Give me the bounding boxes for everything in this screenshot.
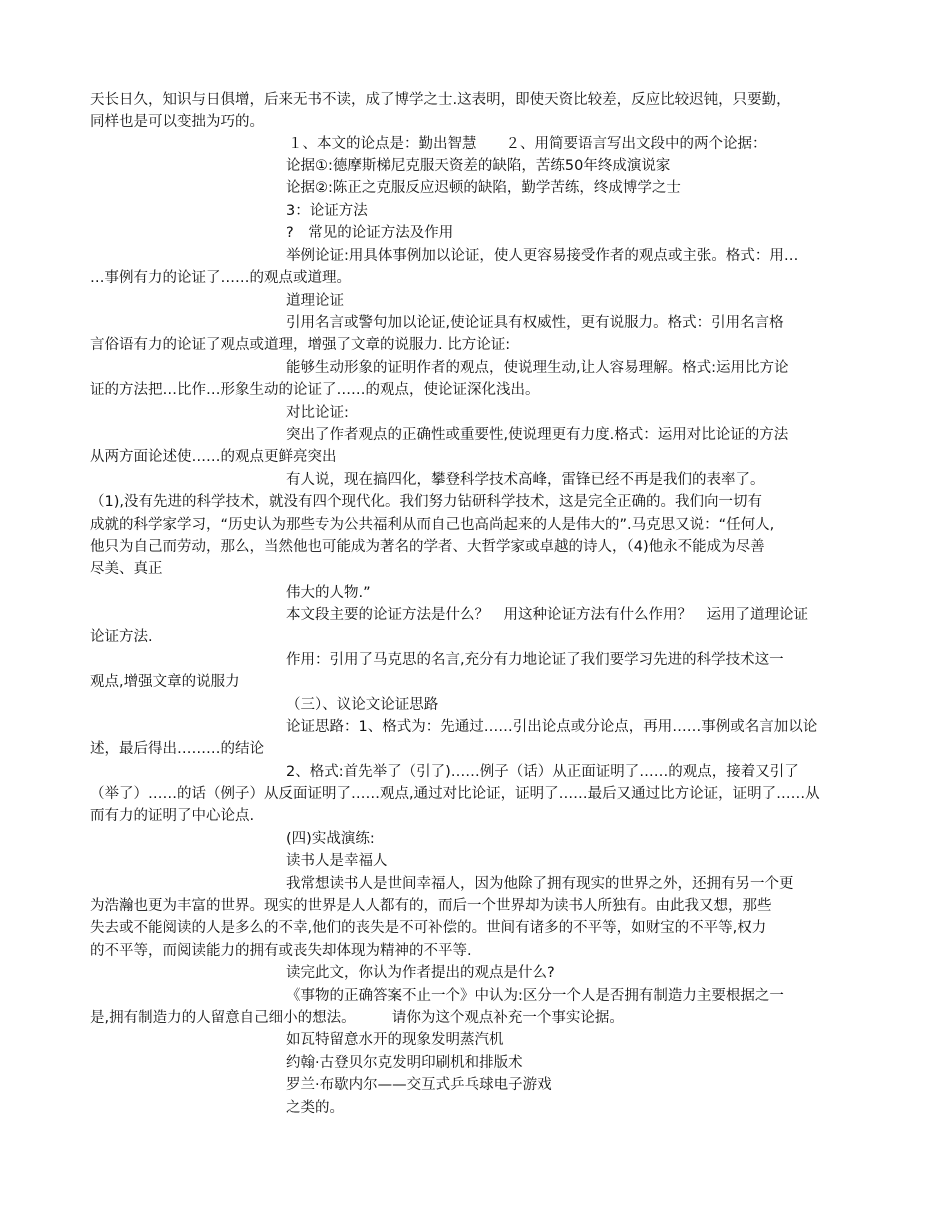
section-heading: 3：论证方法	[286, 203, 368, 219]
text-line: 观点,增强文章的说服力	[90, 674, 240, 690]
text-line: 2、格式:首先举了（引了)……例子（话）从正面证明了……的观点，接着又引了	[286, 764, 799, 780]
text-line: 论证思路：1、格式为：先通过……引出论点或分论点，再用……事例或名言加以论	[286, 719, 818, 735]
question-line: 读完此文，你认为作者提出的观点是什么?	[286, 965, 555, 981]
answer-line: 罗兰·布歇内尔——交互式乒乓球电子游戏	[286, 1077, 552, 1093]
text-line: 突出了作者观点的正确性或重要性,使说理更有力度.格式：运用对比论证的方法	[286, 427, 789, 443]
text-line: 道理论证	[286, 293, 344, 309]
text-line: 是,拥有制造力的人留意自己细小的想法。 请你为这个观点补充一个事实论据。	[90, 1010, 624, 1026]
text-line: 从两方面论述使……的观点更鲜亮突出	[90, 449, 337, 465]
question-line: １、本文的论点是：勤出智慧 ２、用简要语言写出文段中的两个论据：	[288, 136, 767, 152]
text-line: …事例有力的论证了……的观点或道理。	[90, 270, 351, 286]
text-line: 论证方法.	[90, 629, 153, 645]
text-line: 有人说，现在搞四化，攀登科学技术高峰，雷锋已经不再是我们的表率了。	[286, 472, 765, 488]
text-line: 作用：引用了马克思的名言,充分有力地论证了我们要学习先进的科学技术这一	[286, 652, 784, 668]
text-line: 对比论证:	[286, 405, 349, 421]
text-line: 引用名言或警句加以论证,使论证具有权威性，更有说服力。格式：引用名言格	[286, 315, 784, 331]
text-line: 伟大的人物.”	[286, 585, 371, 601]
text-line: （举了）……的话（例子）从反面证明了……观点,通过对比论证，证明了……最后又通过比方论证，证明了……从	[90, 786, 820, 802]
text-line: 本文段主要的论证方法是什么？ 用这种论证方法有什么作用？ 运用了道理论证	[286, 607, 808, 623]
text-line: 成就的科学家学习，“历史认为那些专为公共福利从而自己也高尚起来的人是伟大的”.马克思又说：“任何人,	[90, 517, 775, 533]
passage-title: 读书人是幸福人	[286, 853, 388, 869]
text-line: 他只为自己而劳动，那么，当然他也可能成为著名的学者、大哲学家或卓越的诗人，（4)他永不能成为尽善	[90, 539, 765, 555]
text-line: 《事物的正确答案不止一个》中认为:区分一个人是否拥有制造力主要根据之一	[286, 988, 784, 1004]
text-line: 能够生动形象的证明作者的观点，使说理生动,让人容易理解。格式:运用比方论	[286, 360, 789, 376]
answer-line: 如瓦特留意水开的现象发明蒸汽机	[286, 1032, 504, 1048]
text-line: 而有力的证明了中心论点.	[90, 808, 255, 824]
text-line: 论据①:德摩斯梯尼克服天资差的缺陷，苦练50年终成演说家	[286, 158, 671, 174]
text-line: 尽美、真正	[90, 561, 163, 577]
text-line: 我常想读书人是世间幸福人，因为他除了拥有现实的世界之外，还拥有另一个更	[286, 876, 794, 892]
text-line: 言俗语有力的论证了观点或道理，增强了文章的说服力. 比方论证:	[90, 337, 511, 353]
text-line: 论据②:陈正之克服反应迟顿的缺陷，勤学苦练，终成博学之士	[286, 180, 681, 196]
answer-line: 之类的。	[286, 1100, 344, 1116]
text-line: 天长日久，知识与日俱增，后来无书不读，成了博学之士.这表明，即使天资比较差，反应比较迟钝，只要勤，	[90, 92, 791, 108]
text-line: 的不平等，而阅读能力的拥有或丧失却体现为精神的不平等.	[90, 943, 472, 959]
text-line: ? 常见的论证方法及作用	[286, 225, 454, 241]
text-line: 失去或不能阅读的人是多么的不幸,他们的丧失是不可补偿的。世间有诸多的不平等，如财宝的不平等,权力	[90, 920, 767, 936]
text-line: 同样也是可以变拙为巧的。	[90, 114, 264, 130]
section-heading: (四)实战演练:	[286, 831, 375, 847]
text-line: （1),没有先进的科学技术，就没有四个现代化。我们努力钻研科学技术，这是完全正确的。我们向一切有	[90, 494, 762, 510]
answer-line: 约翰·古登贝尔克发明印刷机和排版术	[286, 1055, 523, 1071]
text-line: 述，最后得出………的结论	[90, 741, 264, 757]
text-line: 举例论证:用具体事例加以论证，使人更容易接受作者的观点或主张。格式：用…	[286, 248, 799, 264]
section-heading: （三）、议论文论证思路	[286, 697, 439, 713]
text-line: 为浩瀚也更为丰富的世界。现实的世界是人人都有的，而后一个世界却为读书人所独有。由此我又想，那些	[90, 898, 772, 914]
text-line: 证的方法把…比作…形象生动的论证了……的观点，使论证深化浅出。	[90, 382, 540, 398]
